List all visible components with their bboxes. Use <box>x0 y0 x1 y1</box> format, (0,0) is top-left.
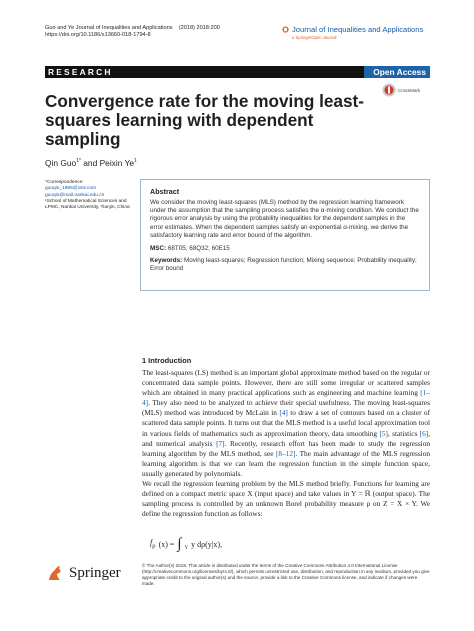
correspondence-block <box>45 180 135 211</box>
running-header <box>45 25 220 40</box>
abstract-text: We consider the moving least-squares (MLS) method by the regression learning framework under the assumption that the sampling process satisfies the α-mixing condition. We conduct the rigorous error analysis by using the probability inequalities for the dependent samples in the error estimates. When the dependent samples satisfy an exponential α-mixing, we derive the satisfactory learning rate and error bound of the algorithm. <box>150 199 419 239</box>
keywords-line <box>150 257 420 273</box>
crossmark-label: CrossMark <box>398 87 421 93</box>
ref-link[interactable]: [5] <box>379 428 388 438</box>
p1-text-d: , statistics <box>387 428 420 438</box>
formula-f: f <box>150 538 153 548</box>
keywords-label: Keywords: <box>150 257 183 265</box>
p1-text-f: . Recently, research effort has been made to study the regression learning algorithm by the MLS method, see <box>142 438 430 458</box>
keywords-text: Moving least-squares; Regression function; Mixing sequence; Probability inequality; Error bound <box>150 257 417 273</box>
ref-link[interactable]: [1–4] <box>142 388 430 408</box>
article-type-label: RESEARCH <box>45 66 364 78</box>
author-2[interactable]: Peixin Ye <box>99 158 135 168</box>
crossmark-badge[interactable] <box>382 83 420 97</box>
journal-name-row <box>282 25 432 34</box>
author-1[interactable]: Qin Guo <box>45 158 77 168</box>
springer-wordmark: Springer <box>69 564 121 581</box>
integral-subscript: Y <box>184 545 189 551</box>
regression-formula <box>150 538 222 550</box>
springer-horse-icon <box>45 563 65 583</box>
article-type-band <box>45 66 430 78</box>
citation-text: Guo and Ye Journal of Inequalities and Applications <box>45 25 173 31</box>
springer-logo <box>45 563 121 583</box>
abstract-box <box>140 179 430 291</box>
msc-codes: 68T05; 68Q32; 60E15 <box>167 245 230 253</box>
citation-year: (2018) 2018:200 <box>178 25 220 31</box>
author-line <box>45 158 137 168</box>
author-and: and <box>83 158 98 168</box>
email-1[interactable]: guoqin_1985@163.com <box>45 186 97 192</box>
journal-name: Journal of Inequalities and Applications <box>292 25 424 34</box>
affiliation: ¹School of Mathematical Sciences and LPMC, Nankai University, Tianjin, China <box>45 198 130 211</box>
article-title: Convergence rate for the moving least-squares learning with dependent sampling <box>45 91 365 150</box>
p1-text-b: . They also need to be analyzed to achieve their special usefulness. The moving least-squares (MLS) method was introduced by McLain in <box>142 398 430 418</box>
formula-rhs: y dρ(y|x), <box>191 539 223 549</box>
msc-line <box>150 245 420 252</box>
ref-link[interactable]: [6] <box>419 428 429 438</box>
formula-lhs <box>150 538 156 550</box>
abstract-heading: Abstract <box>150 187 180 196</box>
msc-label: MSC: <box>150 245 167 253</box>
p1-text-g: . The main advantage of the MLS regression learning algorithm is that we can learn the regression function in the simple function space, usually generated by polynomials. <box>142 448 430 478</box>
email-2[interactable]: guoqin@mail.nankai.edu.cn <box>45 192 105 198</box>
license-notice: © The Author(s) 2018. This article is distributed under the terms of the Creative Commons Attribution 4.0 International License (http://creativecommons.org/licenses/by/4.0/), which permits unrestricted use, distribution, and reproduction in any medium, provided you give appropriate credit to the original author(s) and the source, provide a link to the Creative Commons license, and indicate if changes were made. <box>142 563 430 586</box>
author-1-sup: 1* <box>76 158 81 165</box>
intro-paragraph-2: We recall the regression learning problem by the MLS method briefly. Functions for learning are defined on a compact metric space X (input space) and take values in Y = ℝ (output space). The sampling process is controlled by an unknown Borel probability measure ρ on Z = X × Y. We define the regression function as follows: <box>142 479 430 519</box>
p1-text-a: The least-squares (LS) method is an important global approximate method based on the regular or concentrated data sample points. However, there are still some irregular or scattered samples which are obtained in many practical applications such as engineering and machine learning <box>142 368 430 398</box>
p1-text-c: to draw a set of contours based on a cluster of scattered data sample points. It turns out that the MLS method is a useful local approximation tool in various fields of mathematics such as approximation theory, data smoothing <box>142 408 430 438</box>
citation-line <box>45 25 220 32</box>
p1-text-e: , and numerical analysis <box>142 428 431 448</box>
journal-logo-icon <box>282 26 289 33</box>
ref-link[interactable]: [8–12] <box>275 448 296 458</box>
formula-arg: (x) = <box>158 539 175 549</box>
integral-symbol: ∫ <box>177 536 182 552</box>
open-access-badge: Open Access <box>364 66 430 78</box>
publisher-sub: a SpringerOpen Journal <box>292 35 337 40</box>
author-2-sup: 1 <box>134 158 137 165</box>
journal-brand <box>282 25 432 40</box>
section-heading: 1 Introduction <box>142 356 192 365</box>
doi-link[interactable]: https://doi.org/10.1186/s13660-018-1794-8 <box>45 32 151 39</box>
intro-paragraph-1 <box>142 368 430 479</box>
ref-link[interactable]: [4] <box>279 408 288 418</box>
ref-link[interactable]: [7] <box>216 438 225 448</box>
correspondence-label: *Correspondence: <box>45 180 84 185</box>
formula-f-sub: ρ <box>152 542 156 550</box>
